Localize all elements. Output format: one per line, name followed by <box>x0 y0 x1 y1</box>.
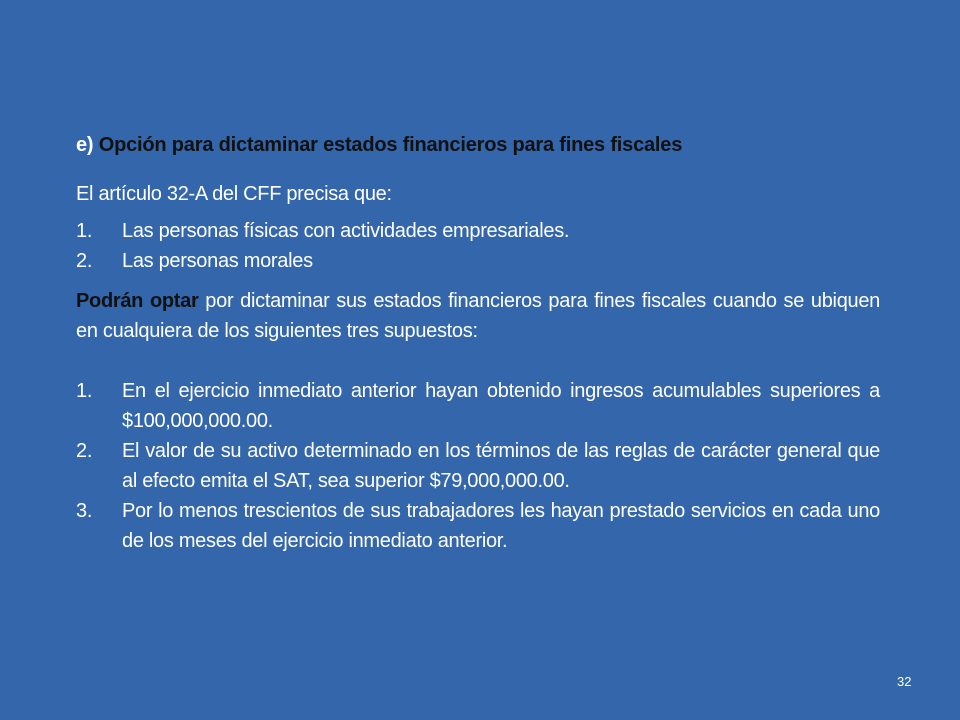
slide-heading <box>76 134 880 157</box>
list-item-number: 2. <box>76 440 93 462</box>
options-paragraph <box>76 286 880 346</box>
list-item-number: 2. <box>76 250 93 272</box>
subjects-list <box>76 216 880 276</box>
page-number: 32 <box>897 674 912 689</box>
list-item <box>76 496 880 556</box>
list-item-text: El valor de su activo determinado en los términos de las reglas de carácter general que al efecto emita el SAT, sea superior $79,000,000.00. <box>122 440 880 492</box>
list-item-number: 3. <box>76 500 93 522</box>
list-item-number: 1. <box>76 220 93 242</box>
paragraph-emphasis: Podrán optar <box>76 290 199 312</box>
list-item-text: Las personas morales <box>122 250 313 272</box>
conditions-list <box>76 376 880 556</box>
list-item <box>76 376 880 436</box>
list-item-text: Por lo menos trescientos de sus trabajadores les hayan prestado servicios en cada uno de los meses del ejercicio inmediato anterior. <box>122 500 880 552</box>
heading-text: Opción para dictaminar estados financieros para fines fiscales <box>98 134 683 156</box>
slide-content <box>76 134 880 556</box>
list-item-number: 1. <box>76 380 93 402</box>
list-item <box>76 436 880 496</box>
paragraph-text: por dictaminar sus estados financieros para fines fiscales cuando se ubiquen en cualquiera de los siguientes tres supuestos: <box>76 290 880 342</box>
intro-text: El artículo 32-A del CFF precisa que: <box>76 183 392 205</box>
list-item <box>76 246 880 276</box>
list-item-text: En el ejercicio inmediato anterior hayan obtenido ingresos acumulables superiores a $100,000,000.00. <box>122 380 880 432</box>
heading-prefix: e) <box>76 134 94 156</box>
list-item <box>76 216 880 246</box>
list-item-text: Las personas físicas con actividades empresariales. <box>122 220 570 242</box>
